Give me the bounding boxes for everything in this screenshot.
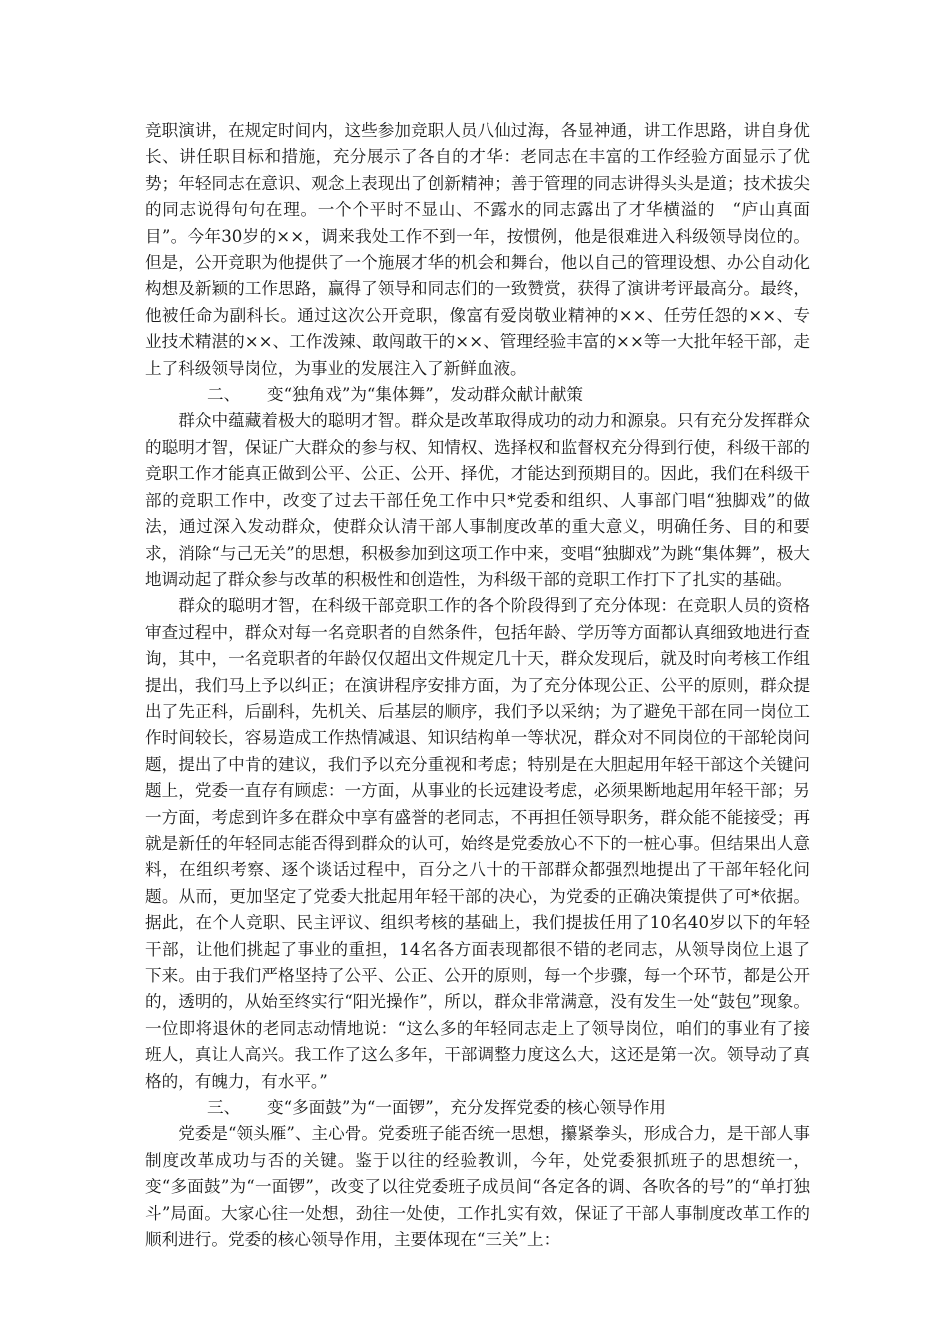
section-heading-2 xyxy=(145,382,810,408)
section-title: 变“独角戏”为“集体舞”，发动群众献计献策 xyxy=(267,385,584,405)
section-number: 二、 xyxy=(207,385,241,405)
document-body xyxy=(145,118,810,1253)
section-heading-3 xyxy=(145,1095,810,1121)
section-number: 三、 xyxy=(207,1098,241,1118)
paragraph-1: 竞职演讲，在规定时间内，这些参加竞职人员八仙过海，各显神通，讲工作思路，讲自身优长、讲任职目标和措施，充分展示了各自的才华：老同志在丰富的工作经验方面显示了优势；年轻同志在意识、观念上表现出了创新精神；善于管理的同志讲得头头是道；技术拔尖的同志说得句句在理。一个个平时不显山、不露水的同志露出了才华横溢的 “庐山真面目”。今年30岁的××，调来我处工作不到一年，按惯例，他是很难进入科级领导岗位的。但是，公开竞职为他提供了一个施展才华的机会和舞台，他以自己的管理设想、办公自动化构想及新颖的工作思路，赢得了领导和同志们的一致赞赏，获得了演讲考评最高分。最终，他被任命为副科长。通过这次公开竞职，像富有爱岗敬业精神的××、任劳任怨的××、专业技术精湛的××、工作泼辣、敢闯敢干的××、管理经验丰富的××等一大批年轻干部，走上了科级领导岗位，为事业的发展注入了新鲜血液。 xyxy=(145,121,810,378)
paragraph-3: 群众的聪明才智，在科级干部竞职工作的各个阶段得到了充分体现：在竞职人员的资格审查过程中，群众对每一名竞职者的自然条件，包括年龄、学历等方面都认真细致地进行查询，其中，一名竞职者的年龄仅仅超出文件规定几十天，群众发现后，就及时向考核工作组提出，我们马上予以纠正；在演讲程序安排方面，为了充分体现公正、公平的原则，群众提出了先正科，后副科，先机关、后基层的顺序，我们予以采纳；为了避免干部在同一岗位工作时间较长，容易造成工作热情减退、知识结构单一等状况，群众对不同岗位的干部轮岗问题，提出了中肯的建议，我们予以充分重视和考虑；特别是在大胆起用年轻干部这个关键问题上，党委一直存有顾虑：一方面，从事业的长远建设考虑，必须果断地起用年轻干部；另一方面，考虑到许多在群众中享有盛誉的老同志，不再担任领导职务，群众能不能接受；再就是新任的年轻同志能否得到群众的认可，始终是党委放心不下的一桩心事。但结果出人意料，在组织考察、逐个谈话过程中，百分之八十的干部群众都强烈地提出了干部年轻化问题。从而，更加坚定了党委大批起用年轻干部的决心，为党委的正确决策提供了可*依据。据此，在个人竞职、民主评议、组织考核的基础上，我们提拔任用了10名40岁以下的年轻干部，让他们挑起了事业的重担，14名各方面表现都很不错的老同志，从领导岗位上退了下来。由于我们严格坚持了公平、公正、公开的原则，每一个步骤，每一个环节，都是公开的，透明的，从始至终实行“阳光操作”，所以，群众非常满意，没有发生一处“鼓包”现象。一位即将退休的老同志动情地说：“这么多的年轻同志走上了领导岗位，咱们的事业有了接班人，真让人高兴。我工作了这么多年，干部调整力度这么大，这还是第一次。领导动了真格的，有魄力，有水平。” xyxy=(145,596,810,1091)
section-title: 变“多面鼓”为“一面锣”，充分发挥党委的核心领导作用 xyxy=(267,1098,666,1118)
paragraph-2: 群众中蕴藏着极大的聪明才智。群众是改革取得成功的动力和源泉。只有充分发挥群众的聪明才智，保证广大群众的参与权、知情权、选择权和监督权充分得到行使，科级干部的竞职工作才能真正做到公平、公正、公开、择优，才能达到预期目的。因此，我们在科级干部的竞职工作中，改变了过去干部任免工作中只*党委和组织、人事部门唱“独脚戏”的做法，通过深入发动群众，使群众认清干部人事制度改革的重大意义，明确任务、目的和要求，消除“与己无关”的思想，积极参加到这项工作中来，变唱“独脚戏”为跳“集体舞”，极大地调动起了群众参与改革的积极性和创造性，为科级干部的竞职工作打下了扎实的基础。 xyxy=(145,411,810,589)
paragraph-4: 党委是“领头雁”、主心骨。党委班子能否统一思想，攥紧拳头，形成合力，是干部人事制度改革成功与否的关键。鉴于以往的经验教训，今年，处党委狠抓班子的思想统一，变“多面鼓”为“一面锣”，改变了以往党委班子成员间“各定各的调、各吹各的号”的“单打独斗”局面。大家心往一处想，劲往一处使，工作扎实有效，保证了干部人事制度改革工作的顺利进行。党委的核心领导作用，主要体现在“三关”上： xyxy=(145,1124,810,1250)
